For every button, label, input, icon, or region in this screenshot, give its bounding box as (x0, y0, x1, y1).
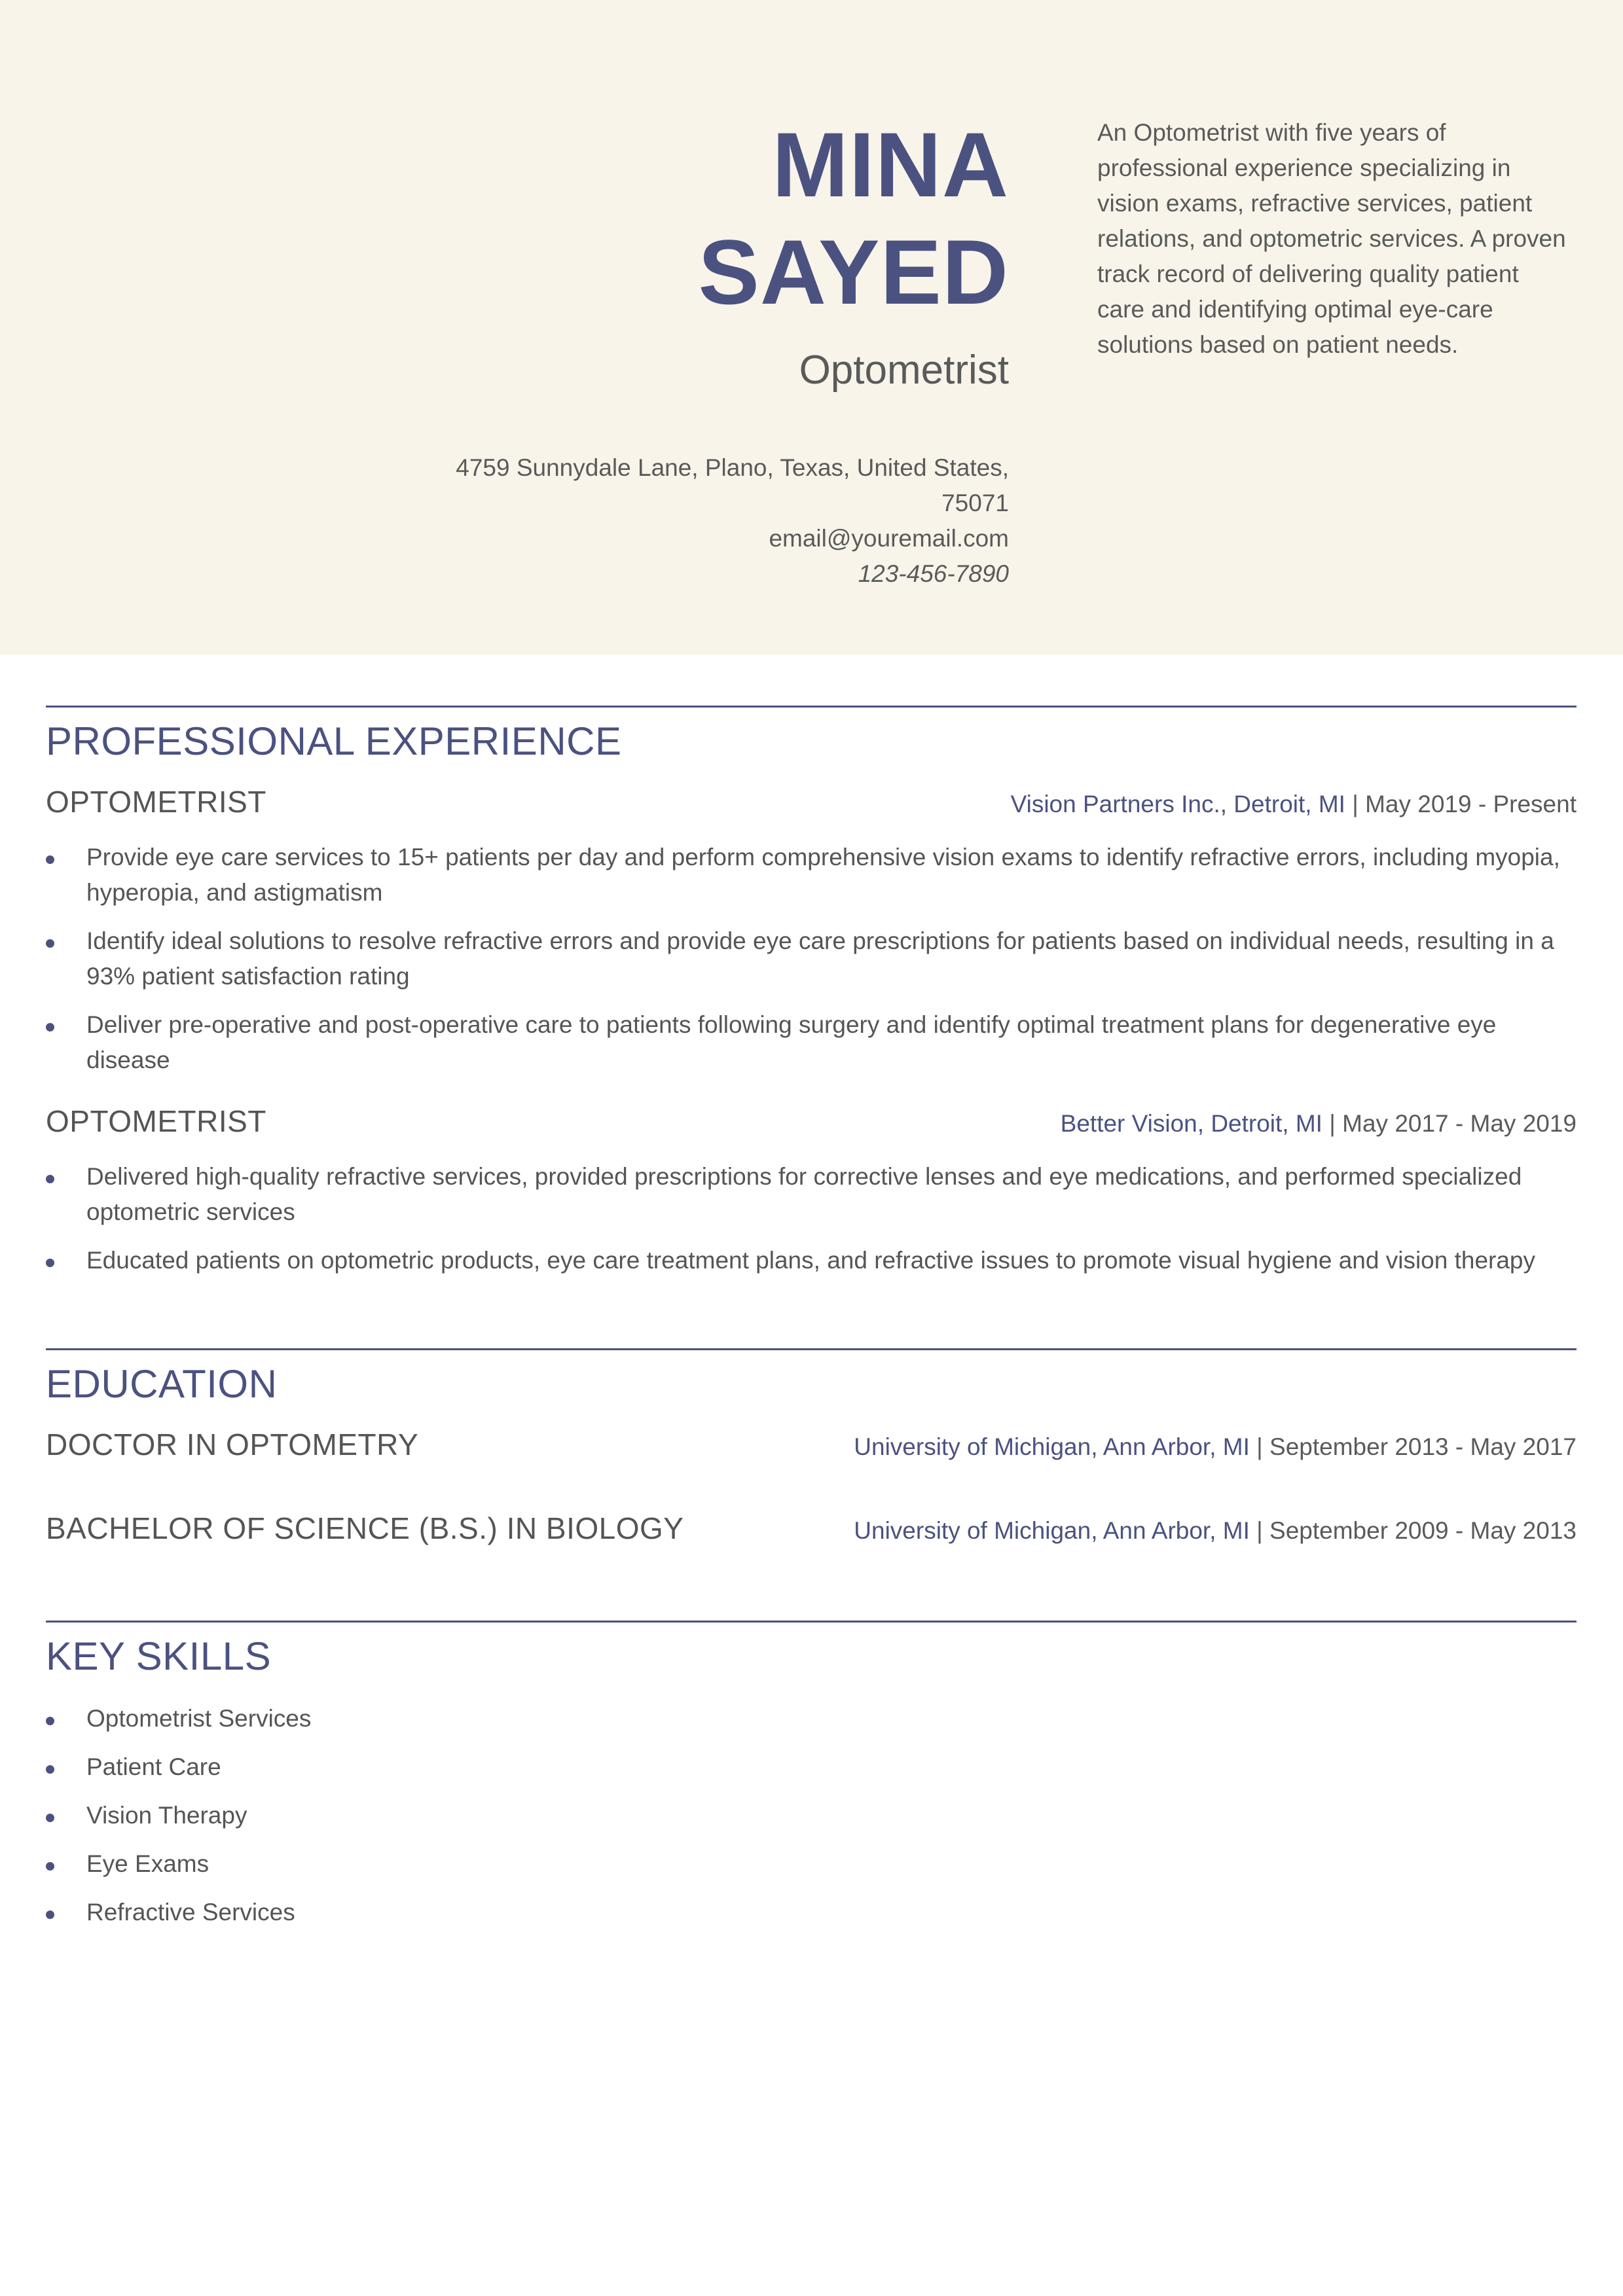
resume-header (0, 0, 1623, 655)
education-dates: | September 2013 - May 2017 (1249, 1433, 1577, 1460)
job-meta (1011, 787, 1577, 822)
job-header (46, 1100, 1577, 1142)
contact-info (354, 450, 1009, 592)
list-item: Deliver pre-operative and post-operative care to patients following surgery and identify optimal treatment plans for degenerative eye disease (46, 1007, 1577, 1078)
job-title: Optometrist (799, 348, 1009, 393)
phone: 123-456-7890 (858, 560, 1009, 587)
job-role: OPTOMETRIST (46, 785, 266, 819)
job-bullets (46, 840, 1577, 1078)
job-bullets (46, 1159, 1577, 1278)
job-entry (46, 781, 1577, 1078)
section-divider (46, 706, 1577, 708)
job-org: Vision Partners Inc., Detroit, MI (1010, 791, 1345, 817)
profile-summary: An Optometrist with five years of professional experience specializing in vision exams, refractive services, patient relations, and optometric services. A proven track record of delivering quality patient care and identifying optimal eye-care solutions based on patient needs. (1097, 119, 1566, 358)
job-dates: | May 2019 - Present (1345, 791, 1577, 817)
education-meta (854, 1513, 1577, 1549)
skill-item: Vision Therapy (46, 1798, 1577, 1833)
section-title: KEY SKILLS (46, 1634, 272, 1678)
section-divider (46, 1621, 1577, 1623)
skill-item: Optometrist Services (46, 1701, 1577, 1736)
email: email@youremail.com (769, 525, 1009, 552)
education-dates: | September 2009 - May 2013 (1249, 1517, 1577, 1544)
last-name: SAYED (698, 221, 1009, 323)
job-meta (1061, 1106, 1577, 1141)
degree: BACHELOR OF SCIENCE (B.S.) IN BIOLOGY (46, 1511, 684, 1545)
school: University of Michigan, Ann Arbor, MI (854, 1517, 1250, 1544)
job-entry (46, 1100, 1577, 1278)
skill-item: Patient Care (46, 1749, 1577, 1785)
job-header (46, 781, 1577, 823)
section-title: PROFESSIONAL EXPERIENCE (46, 719, 622, 763)
education-entry (46, 1507, 1577, 1549)
full-name (420, 111, 1009, 326)
education-entry (46, 1424, 1577, 1465)
job-role: OPTOMETRIST (46, 1104, 266, 1138)
section-divider (46, 1348, 1577, 1350)
skills-list (46, 1701, 1577, 1930)
experience-section (46, 706, 1577, 1278)
job-org: Better Vision, Detroit, MI (1060, 1110, 1322, 1137)
school: University of Michigan, Ann Arbor, MI (854, 1433, 1250, 1460)
section-title: EDUCATION (46, 1362, 278, 1406)
list-item: Educated patients on optometric products, eye care treatment plans, and refractive issues to promote visual hygiene and vision therapy (46, 1243, 1577, 1278)
education-section (46, 1348, 1577, 1549)
degree: DOCTOR IN OPTOMETRY (46, 1427, 419, 1462)
list-item: Identify ideal solutions to resolve refractive errors and provide eye care prescriptions for patients based on individual needs, resulting in a 93% patient satisfaction rating (46, 924, 1577, 994)
skills-section (46, 1621, 1577, 1930)
list-item: Provide eye care services to 15+ patients per day and perform comprehensive vision exams to identify refractive errors, including myopia, hyperopia, and astigmatism (46, 840, 1577, 910)
address: 4759 Sunnydale Lane, Plano, Texas, United States, 75071 (456, 454, 1009, 516)
skill-item: Refractive Services (46, 1895, 1577, 1930)
skill-item: Eye Exams (46, 1846, 1577, 1882)
list-item: Delivered high-quality refractive services, provided prescriptions for corrective lenses and eye medications, and performed specialized optometric services (46, 1159, 1577, 1230)
job-dates: | May 2017 - May 2019 (1322, 1110, 1577, 1137)
education-meta (854, 1429, 1577, 1465)
first-name: MINA (772, 113, 1009, 216)
